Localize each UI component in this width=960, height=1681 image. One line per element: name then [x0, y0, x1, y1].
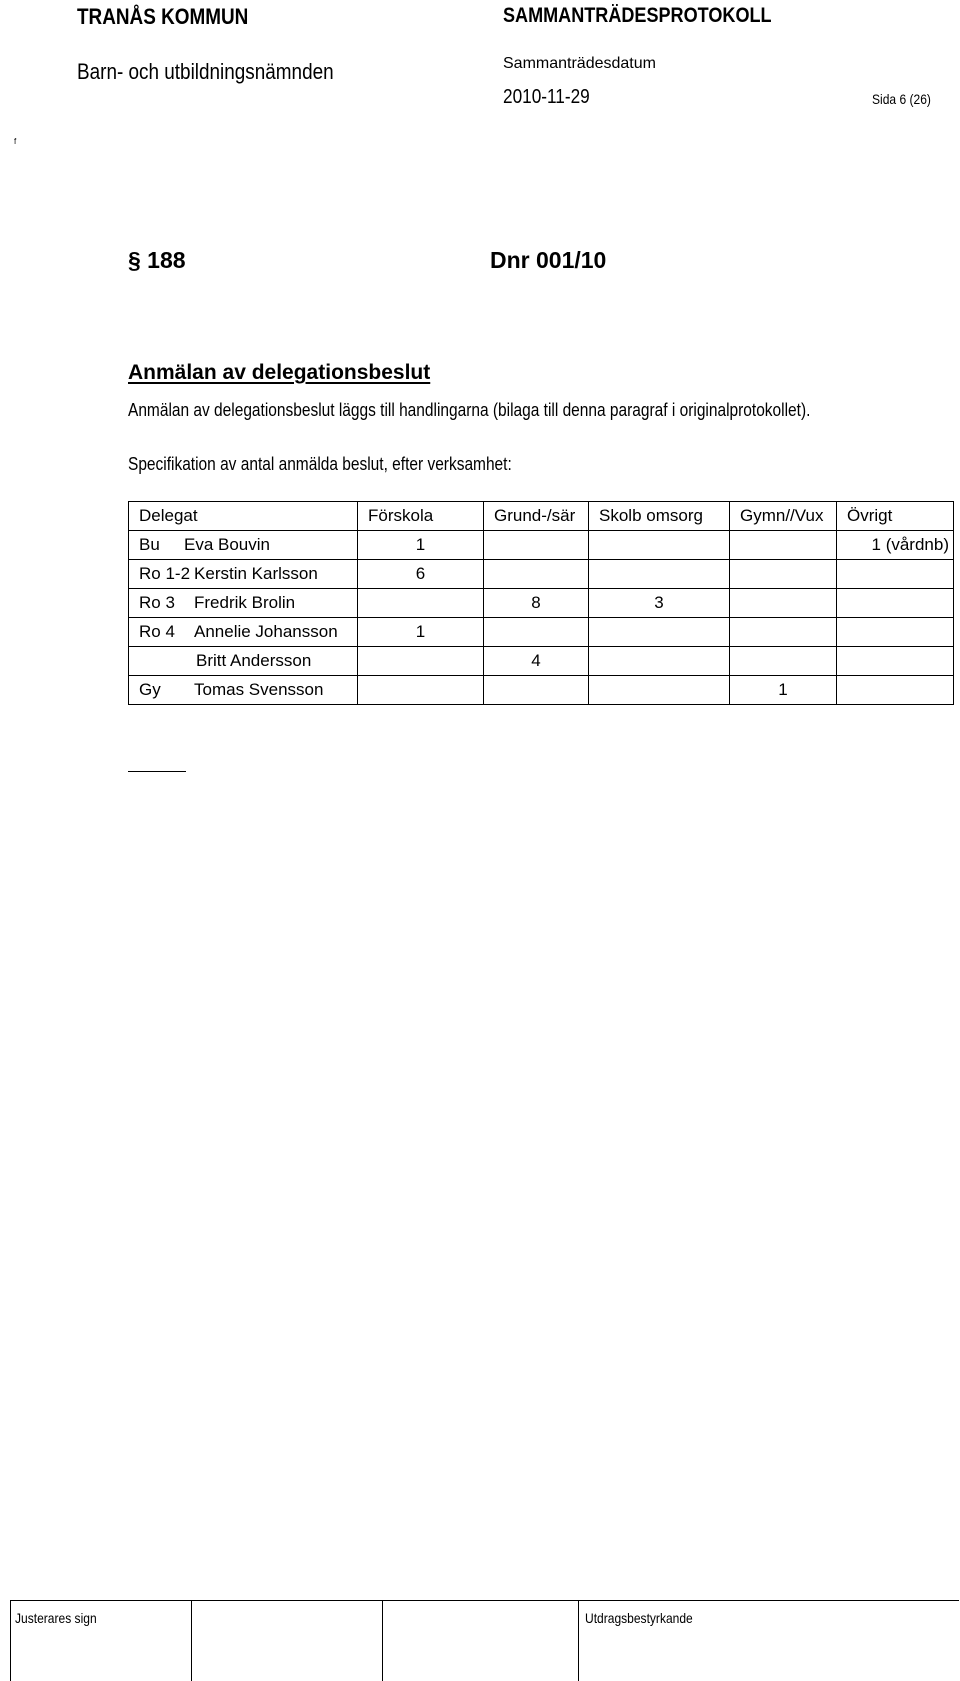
delegate-cell: [129, 618, 358, 647]
ovrigt-cell: [837, 589, 954, 618]
gymn-cell: [730, 618, 837, 647]
delegate-cell: [129, 589, 358, 618]
ovrigt-cell: [837, 618, 954, 647]
forskola-cell: 1: [358, 618, 484, 647]
table-row: [129, 676, 954, 705]
committee-name: Barn- och utbildningsnämnden: [77, 59, 334, 84]
grund-cell: 8: [484, 589, 589, 618]
meeting-date-label: Sammanträdesdatum: [503, 55, 656, 72]
gymn-cell: [730, 647, 837, 676]
ovrigt-cell: 1 (vårdnb): [837, 531, 954, 560]
column-header: Delegat: [129, 502, 358, 531]
table-row: [129, 647, 954, 676]
table-header-row: [129, 502, 954, 531]
delegate-cell: [129, 531, 358, 560]
delegate-name: Fredrik Brolin: [194, 593, 296, 612]
item-title: Anmälan av delegationsbeslut: [128, 361, 431, 384]
section-number: § 188: [128, 247, 186, 273]
skolb-cell: [589, 560, 730, 589]
skolb-cell: 3: [589, 589, 730, 618]
delegate-name: Kerstin Karlsson: [194, 564, 318, 583]
table-row: [129, 531, 954, 560]
forskola-cell: 1: [358, 531, 484, 560]
delegate-name: Britt Andersson: [196, 651, 312, 670]
footnote-rule: [128, 771, 186, 772]
delegate-code: Gy: [139, 680, 161, 699]
page-number: Sida 6 (26): [872, 91, 931, 107]
column-header: Gymn//Vux: [730, 502, 837, 531]
gymn-cell: [730, 589, 837, 618]
forskola-cell: [358, 676, 484, 705]
table-row: [129, 560, 954, 589]
gymn-cell: 1: [730, 676, 837, 705]
gymn-cell: [730, 560, 837, 589]
delegate-cell: [129, 647, 358, 676]
skolb-cell: [589, 647, 730, 676]
delegate-code: Ro 1-2: [139, 564, 191, 583]
signature-divider: [578, 1601, 579, 1681]
forskola-cell: [358, 647, 484, 676]
gymn-cell: [730, 531, 837, 560]
skolb-cell: [589, 676, 730, 705]
case-number: Dnr 001/10: [490, 247, 607, 273]
ovrigt-cell: [837, 560, 954, 589]
grund-cell: [484, 560, 589, 589]
ovrigt-cell: [837, 647, 954, 676]
grund-cell: [484, 531, 589, 560]
table-row: [129, 618, 954, 647]
extract-certification-label: Utdragsbestyrkande: [585, 1610, 693, 1626]
delegate-cell: [129, 560, 358, 589]
forskola-cell: [358, 589, 484, 618]
forskola-cell: 6: [358, 560, 484, 589]
table-row: [129, 589, 954, 618]
delegate-name: Annelie Johansson: [194, 622, 338, 641]
delegate-code: Ro 3: [139, 593, 175, 612]
decision-text: Anmälan av delegationsbeslut läggs till handlingarna (bilaga till denna paragraf i originalprotokollet).: [128, 400, 811, 420]
column-header: Skolb omsorg: [589, 502, 730, 531]
column-header: Övrigt: [837, 502, 954, 531]
grund-cell: [484, 618, 589, 647]
skolb-cell: [589, 531, 730, 560]
grund-cell: [484, 676, 589, 705]
delegate-name: Eva Bouvin: [184, 535, 270, 554]
grund-cell: 4: [484, 647, 589, 676]
stray-mark: f: [14, 137, 17, 146]
signer-sign-label: Justerares sign: [15, 1610, 97, 1626]
column-header: Förskola: [358, 502, 484, 531]
signature-divider: [382, 1601, 383, 1681]
delegate-code: Ro 4: [139, 622, 175, 641]
specification-text: Specifikation av antal anmälda beslut, efter verksamhet:: [128, 454, 512, 474]
column-header: Grund-/sär: [484, 502, 589, 531]
document-type: SAMMANTRÄDESPROTOKOLL: [503, 4, 772, 27]
delegate-cell: [129, 676, 358, 705]
delegation-table: [128, 501, 954, 705]
delegate-code: Bu: [139, 535, 160, 554]
ovrigt-cell: [837, 676, 954, 705]
org-name: TRANÅS KOMMUN: [77, 4, 249, 29]
signature-box: [10, 1600, 959, 1681]
skolb-cell: [589, 618, 730, 647]
signature-divider: [191, 1601, 192, 1681]
delegate-name: Tomas Svensson: [194, 680, 324, 699]
meeting-date: 2010-11-29: [503, 86, 590, 108]
